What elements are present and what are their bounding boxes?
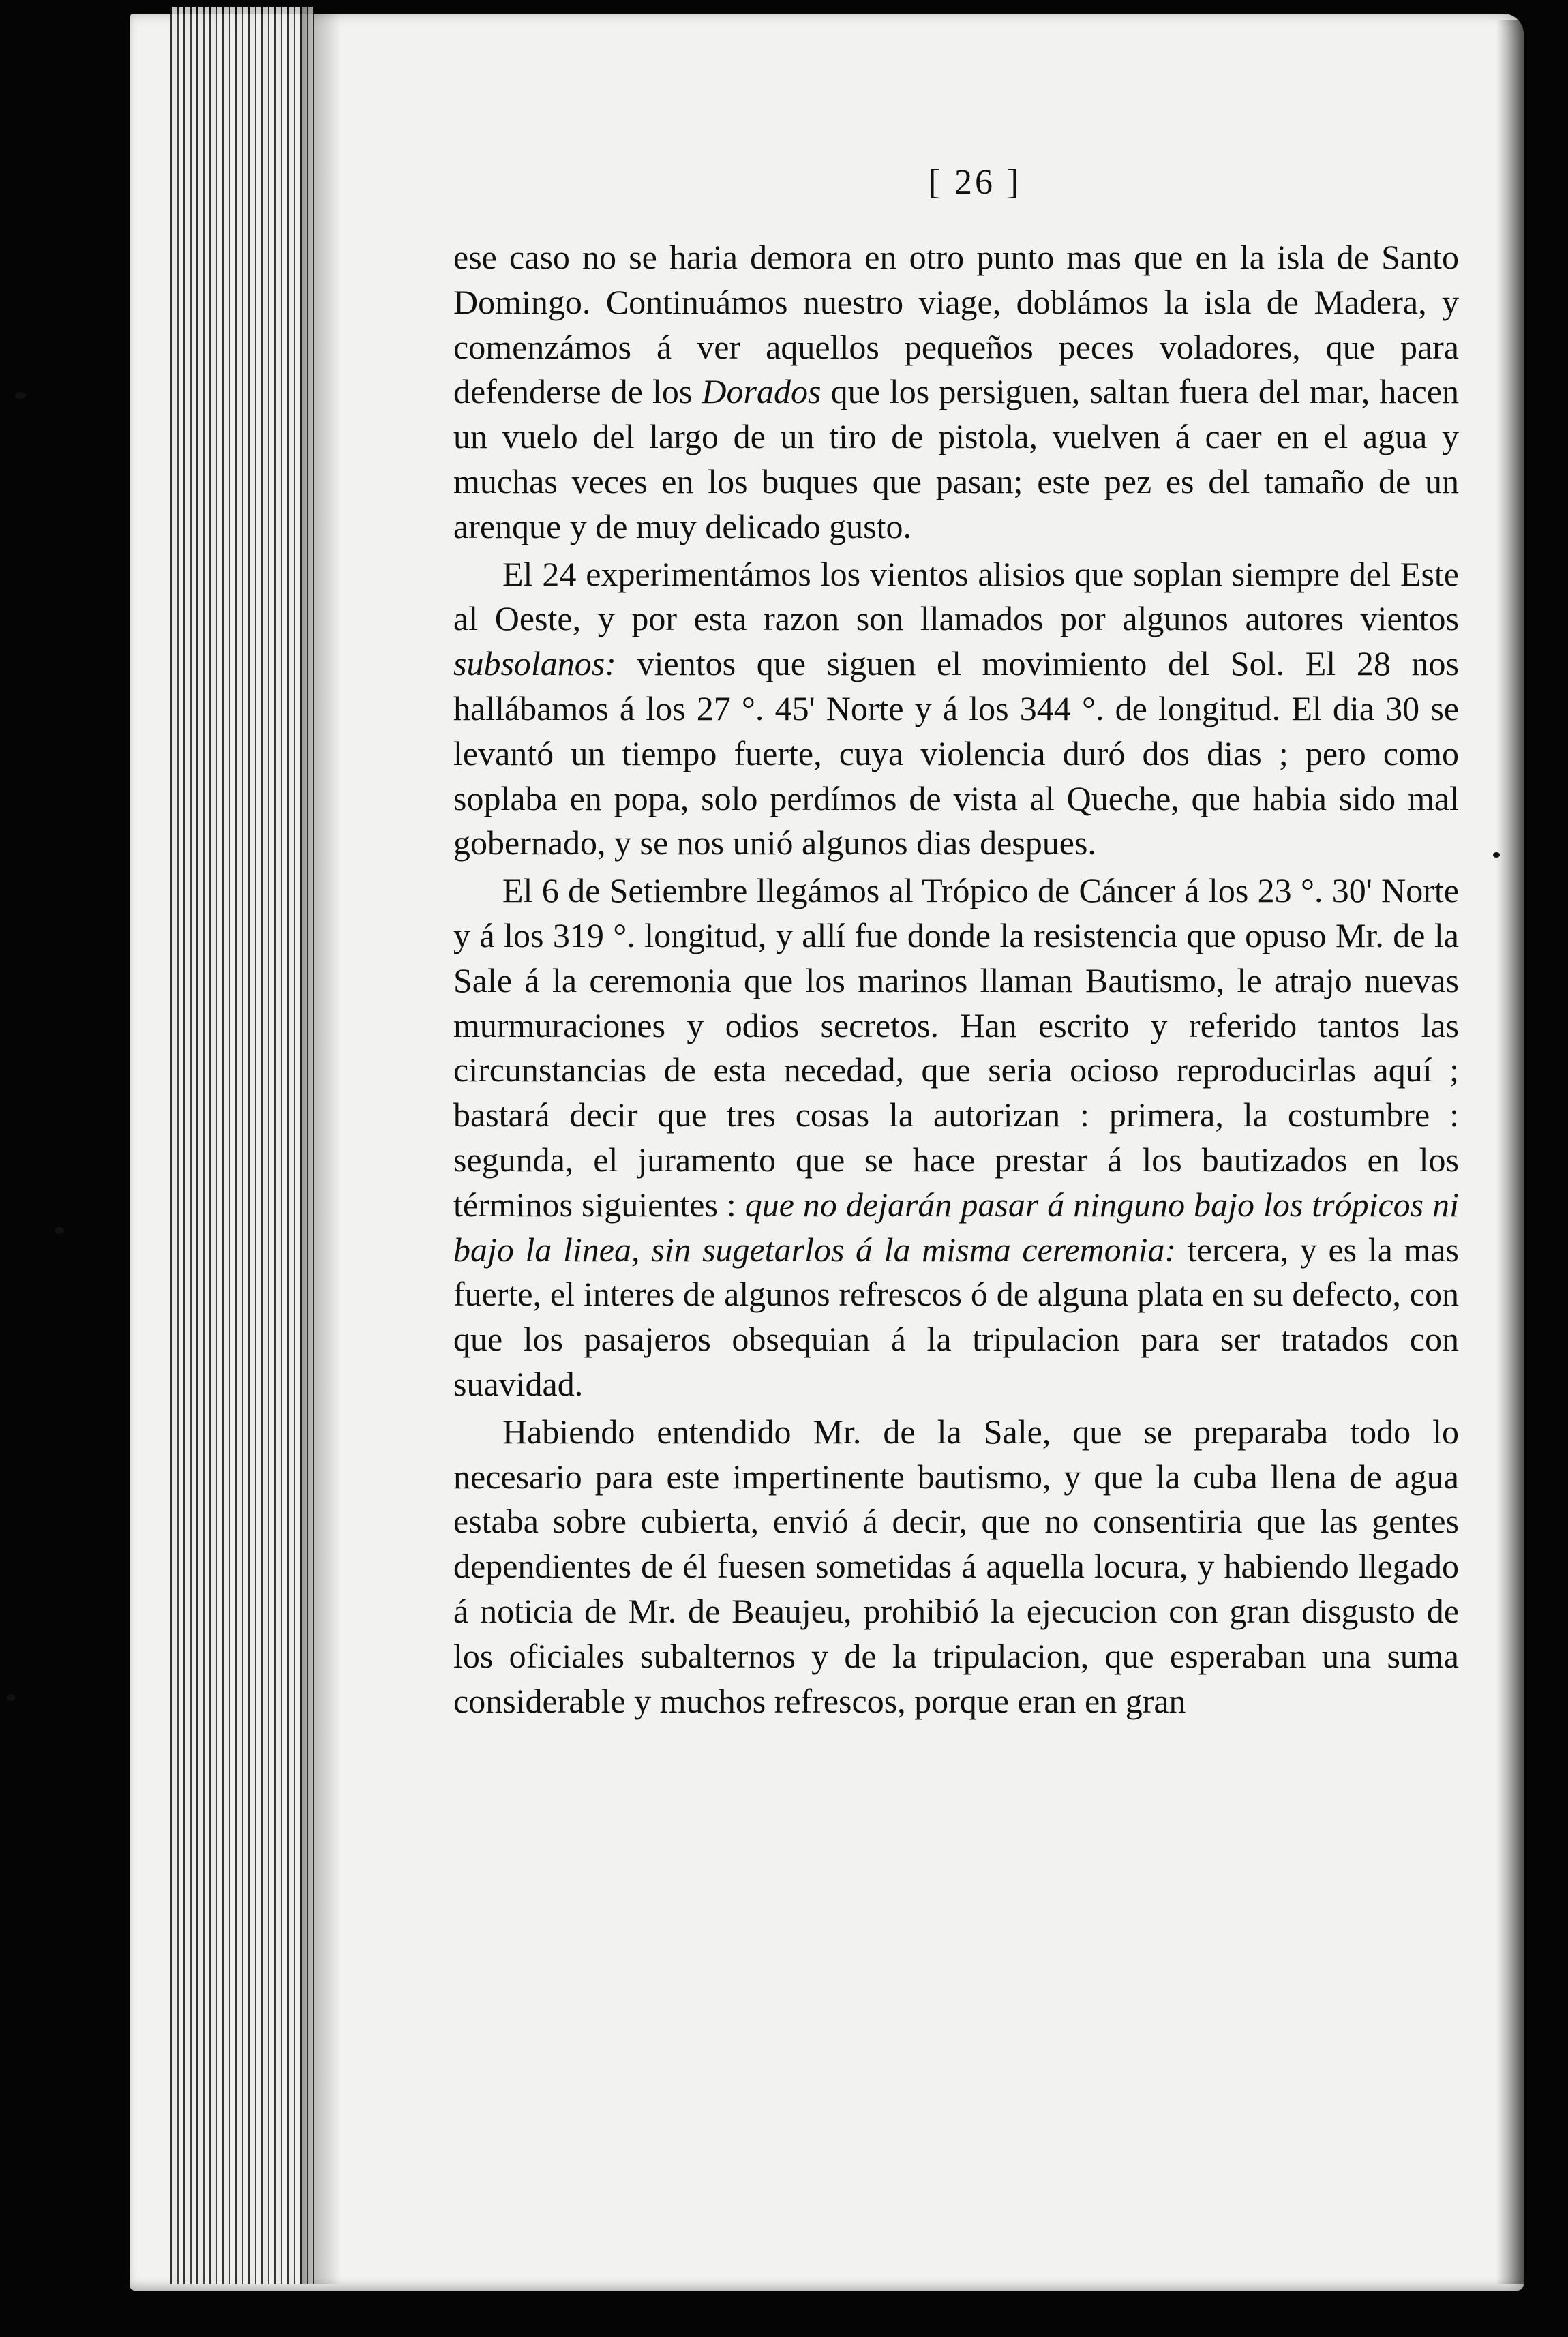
text-run: El 24 experimentámos los vientos alisios que soplan siempre del Este al Oeste, y por esta razon son llamados por algunos autores vientos [453, 554, 1459, 638]
text-run: Habiendo entendido Mr. de la Sale, que se preparaba todo lo necesario para este impertinente bautismo, y que la cuba llena de agua estaba sobre cubierta, envió á decir, que no consentiria que las gentes dependientes de él fuesen sometidas á aquella locura, y habiendo llegado á noticia de Mr. de Beaujeu, prohibió la ejecucion con gran disgusto de los oficiales subalternos y de la tripulacion, que esperaban una suma considerable y muchos refrescos, porque eran en gran [453, 1412, 1459, 1720]
ink-speck [7, 1694, 15, 1701]
paragraph [453, 869, 1459, 1407]
spine-shadow [300, 7, 341, 2284]
book-spine-edge [170, 7, 314, 2284]
text-run: El 6 de Setiembre llegámos al Trópico de Cáncer á los 23 °. 30' Norte y á los 319 °. longitud, y allí fue donde la resistencia que opuso Mr. de la Sale á la ceremonia que los marinos llaman Bautismo, le atrajo nuevas murmuraciones y odios secretos. Han escrito y referido tantos las circunstancias de esta necedad, que seria ocioso reproducirlas aquí ; bastará decir que tres cosas la autorizan : primera, la costumbre : segunda, el juramento que se hace prestar á los bautizados en los términos siguientes : [453, 871, 1459, 1224]
paragraph [453, 552, 1459, 866]
italic-text: que no dejarán pasar á ninguno bajo los trópicos ni bajo la linea, sin sugetarlos á la misma ceremonia: [453, 1185, 1459, 1269]
ink-speck [55, 1227, 64, 1234]
page-right-edge-shadow [1496, 20, 1524, 2284]
italic-text: Dorados [702, 372, 821, 411]
text-run: vientos que siguen el movimiento del Sol. El 28 nos hallábamos á los 27 °. 45' Norte y á los 344 °. de longitud. El dia 30 se levantó un tiempo fuerte, cuya violencia duró dos dias ; pero como soplaba en popa, solo perdímos de vista al Queche, que habia sido mal gobernado, y se nos unió algunos dias despues. [453, 644, 1459, 862]
page-number: [ 26 ] [928, 163, 1022, 202]
italic-text: subsolanos: [453, 644, 616, 683]
ink-speck [1493, 852, 1500, 858]
text-run: ese caso no se haria demora en otro punto mas que en la isla de Santo Domingo. Continuámos nuestro viage, doblámos la isla de Madera, y comenzámos á ver aquellos pequeños peces voladores, que para defenderse de los [453, 238, 1459, 411]
paragraph [453, 235, 1459, 549]
paragraph [453, 1410, 1459, 1724]
text-run: que los persiguen, saltan fuera del mar, hacen un vuelo del largo de un tiro de pistola, vuelven á caer en el agua y muchas veces en los buques que pasan; este pez es del tamaño de un arenque y de muy delicado gusto. [453, 372, 1459, 545]
ink-speck [15, 392, 26, 399]
body-text [453, 235, 1459, 1726]
text-run: tercera, y es la mas fuerte, el interes de algunos refrescos ó de alguna plata en su defecto, con que los pasajeros obsequian á la tripulacion para ser tratados con suavidad. [453, 1230, 1459, 1403]
